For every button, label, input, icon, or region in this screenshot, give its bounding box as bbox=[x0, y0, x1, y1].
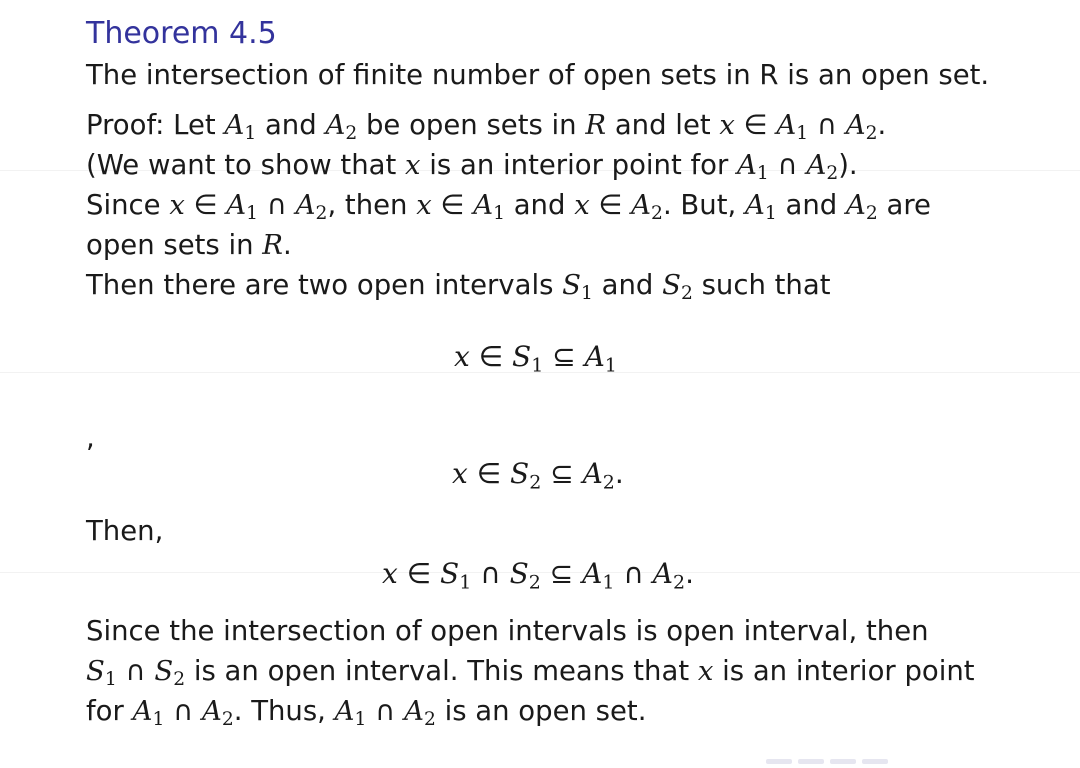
text: Since the intersection of open intervals is open interval, then bbox=[86, 615, 929, 647]
comma: , bbox=[86, 422, 95, 454]
text: Then there are two open intervals bbox=[86, 269, 563, 301]
then-label: Then, bbox=[86, 515, 164, 547]
text: Since bbox=[86, 189, 170, 221]
slide-navigation-bar[interactable] bbox=[760, 749, 1080, 755]
text: and bbox=[592, 269, 663, 301]
text: is an open interval. This means that bbox=[185, 655, 698, 687]
equation-1: x ∈ $S_1$ ⊆ $A_1$ bbox=[454, 340, 617, 377]
equation-2: x ∈ $S_2$ ⊆ $A_2$. bbox=[452, 457, 624, 494]
text: is an interior point for bbox=[420, 149, 738, 181]
nav-prev-icon[interactable] bbox=[766, 759, 792, 764]
text: and bbox=[776, 189, 846, 221]
nav-next-icon[interactable] bbox=[862, 759, 888, 764]
nav-subsection-icon[interactable] bbox=[830, 759, 856, 764]
proof-line-1: Proof: Let $A_1$ and $A_2$ be open sets in R and let x ∈ $A_1$ ∩ $A_2$. bbox=[86, 109, 887, 145]
statement-text: The intersection of finite number of open sets in R is an open set. bbox=[86, 59, 990, 91]
text: be open sets in bbox=[357, 109, 586, 141]
text: Proof: Let bbox=[86, 109, 225, 141]
theorem-title: Theorem 4.5 bbox=[86, 16, 277, 51]
text: and let bbox=[606, 109, 720, 141]
proof-line-5: Then there are two open intervals $S_1$ and $S_2$ such that bbox=[86, 269, 831, 305]
text: , then bbox=[327, 189, 417, 221]
text: ). bbox=[838, 149, 858, 181]
text: are bbox=[877, 189, 931, 221]
text: is an interior point bbox=[713, 655, 975, 687]
proof-line-4: open sets in R. bbox=[86, 229, 292, 261]
text: . Thus, bbox=[233, 695, 335, 727]
conclusion-line-3: for $A_1$ ∩ $A_2$. Thus, $A_1$ ∩ $A_2$ is an open set. bbox=[86, 695, 647, 731]
text: . But, bbox=[662, 189, 745, 221]
conclusion-line-1 bbox=[86, 615, 929, 647]
conclusion-line-2: $S_1$ ∩ $S_2$ is an open interval. This means that x is an interior point bbox=[86, 655, 975, 691]
proof-line-2: (We want to show that x is an interior point for $A_1$ ∩ $A_2$). bbox=[86, 149, 858, 185]
nav-section-icon[interactable] bbox=[798, 759, 824, 764]
text: such that bbox=[692, 269, 831, 301]
theorem-statement bbox=[86, 59, 990, 91]
text: open sets in bbox=[86, 229, 263, 261]
text: is an open set. bbox=[435, 695, 647, 727]
text: and bbox=[256, 109, 326, 141]
text: (We want to show that bbox=[86, 149, 406, 181]
text: . bbox=[283, 229, 292, 261]
text: and bbox=[504, 189, 575, 221]
equation-3: x ∈ $S_1$ ∩ $S_2$ ⊆ $A_1$ ∩ $A_2$. bbox=[382, 557, 695, 594]
text: for bbox=[86, 695, 133, 727]
proof-line-3: Since x ∈ $A_1$ ∩ $A_2$, then x ∈ $A_1$ and x ∈ $A_2$. But, $A_1$ and $A_2$ are bbox=[86, 189, 931, 225]
